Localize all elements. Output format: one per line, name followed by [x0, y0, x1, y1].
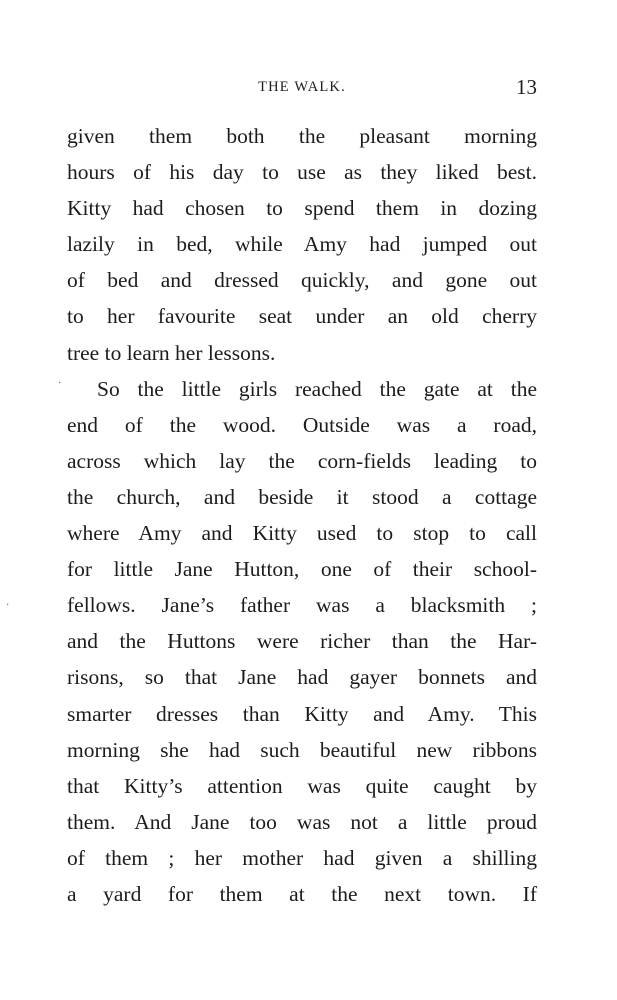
text-line: of them ; her mother had given a shilling — [67, 845, 537, 870]
stray-mark: · — [6, 600, 10, 611]
text-line: a yard for them at the next town. If — [67, 881, 537, 906]
text-line: Kitty had chosen to spend them in dozing — [67, 196, 537, 221]
text-line: where Amy and Kitty used to stop to call — [67, 521, 537, 546]
body-text — [67, 118, 537, 912]
text-line: for little Jane Hutton, one of their school- — [67, 557, 537, 582]
text-line: lazily in bed, while Amy had jumped out — [67, 232, 537, 257]
text-line: that Kitty’s attention was quite caught by — [67, 773, 537, 798]
text-line: to her favourite seat under an old cherry — [67, 304, 537, 329]
text-line: and the Huttons were richer than the Har- — [67, 629, 537, 654]
text-line: them. And Jane too was not a little proud — [67, 809, 537, 834]
text-line: smarter dresses than Kitty and Amy. This — [67, 701, 537, 726]
text-line: across which lay the corn-fields leading to — [67, 448, 537, 473]
text-line: given them both the pleasant morning — [67, 124, 537, 148]
text-line: of bed and dressed quickly, and gone out — [67, 268, 537, 293]
text-line: tree to learn her lessons. — [67, 340, 276, 365]
page-number: 13 — [516, 75, 537, 99]
stray-mark: · — [58, 378, 62, 389]
text-line: morning she had such beautiful new ribbons — [67, 737, 537, 762]
text-line: risons, so that Jane had gayer bonnets and — [67, 665, 537, 690]
running-head — [67, 74, 537, 100]
text-line: So the little girls reached the gate at the — [97, 376, 537, 401]
text-line: fellows. Jane’s father was a blacksmith ; — [67, 593, 537, 618]
text-line: the church, and beside it stood a cottage — [67, 484, 537, 509]
text-line: end of the wood. Outside was a road, — [67, 412, 537, 437]
running-title: THE WALK. — [258, 79, 346, 95]
text-line: hours of his day to use as they liked best. — [67, 160, 537, 185]
